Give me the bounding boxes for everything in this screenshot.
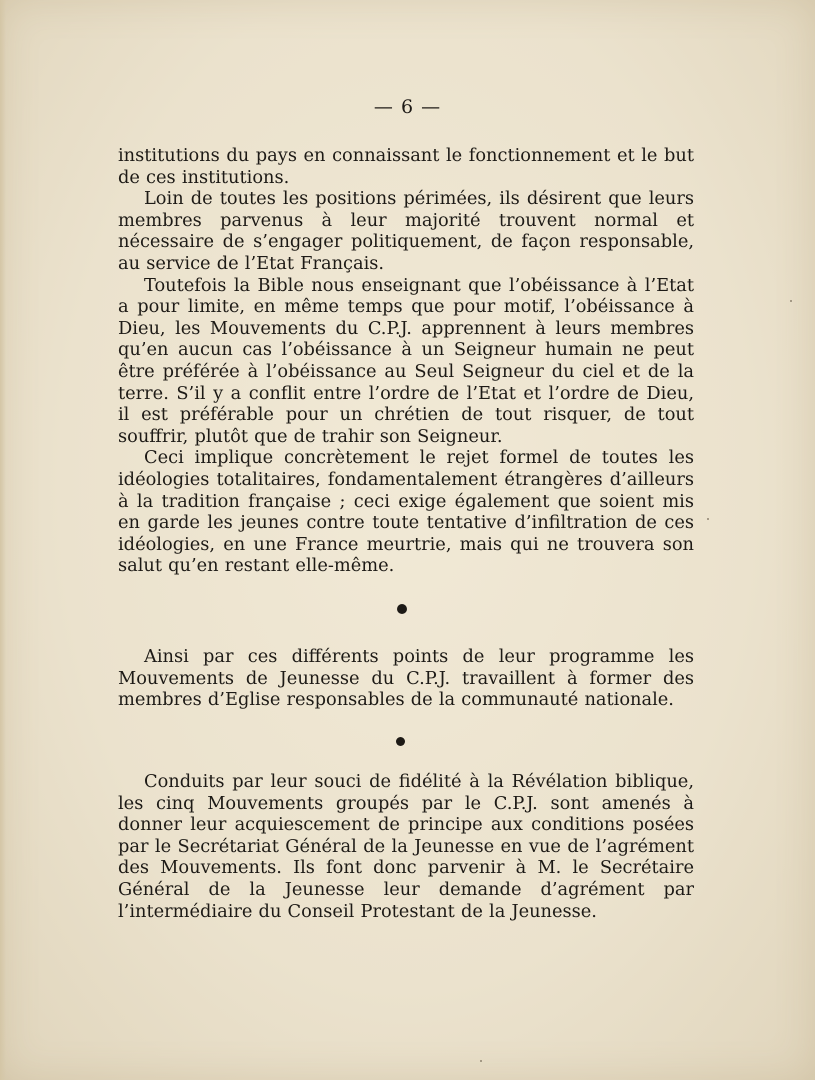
paper-speck <box>480 1060 482 1062</box>
page-number: — 6 — <box>373 96 442 118</box>
section-3 <box>118 771 694 922</box>
paragraph-4: Ceci implique concrètement le rejet formel de toutes les idéologies totalitaires, fondamentalement étrangères d’ailleurs à la tradition française ; ceci exige également que soient mis en garde les jeunes contre toute tentative d’infiltration de ces idéologies, en une France meurtrie, mais qui ne trouvera son salut qu’en restant elle-même. <box>118 447 694 577</box>
paragraph-3: Toutefois la Bible nous enseignant que l’obéissance à l’Etat a pour limite, en même temps que pour motif, l’obéissance à Dieu, les Mouvements du C.P.J. apprennent à leurs membres qu’en aucun cas l’obéissance à un Seigneur humain ne peut être préférée à l’obéissance au Seul Seigneur du ciel et de la terre. S’il y a conflit entre l’ordre de l’Etat et l’ordre de Dieu, il est préférable pour un chrétien de tout risquer, de tout souffrir, plutôt que de trahir son Seigneur. <box>118 274 694 447</box>
paragraph-5: Ainsi par ces différents points de leur programme les Mouvements de Jeunesse du C.P.J. travaillent à former des membres d’Eglise responsables de la communauté nationale. <box>118 646 694 711</box>
section-separator-bullet <box>397 604 407 614</box>
paper-speck <box>707 518 709 520</box>
section-2 <box>118 646 694 711</box>
paragraph-2: Loin de toutes les positions périmées, ils désirent que leurs membres parvenus à leur majorité trouvent normal et nécessaire de s’engager politiquement, de façon responsable, au service de l’Etat Français. <box>118 188 694 274</box>
paragraph-6: Conduits par leur souci de fidélité à la Révélation biblique, les cinq Mouvements groupés par le C.P.J. sont amenés à donner leur acquiescement de principe aux conditions posées par le Secrétariat Général de la Jeunesse en vue de l’agrément des Mouvements. Ils font donc parvenir à M. le Secrétaire Général de la Jeunesse leur demande d’agrément par l’intermédiaire du Conseil Protestant de la Jeunesse. <box>118 771 694 922</box>
paragraph-1: institutions du pays en connaissant le fonctionnement et le but de ces institutions. <box>118 145 694 188</box>
page-spine-shadow <box>0 0 6 1080</box>
section-1 <box>118 145 694 577</box>
section-separator-bullet <box>396 737 405 746</box>
paper-speck <box>790 300 792 302</box>
